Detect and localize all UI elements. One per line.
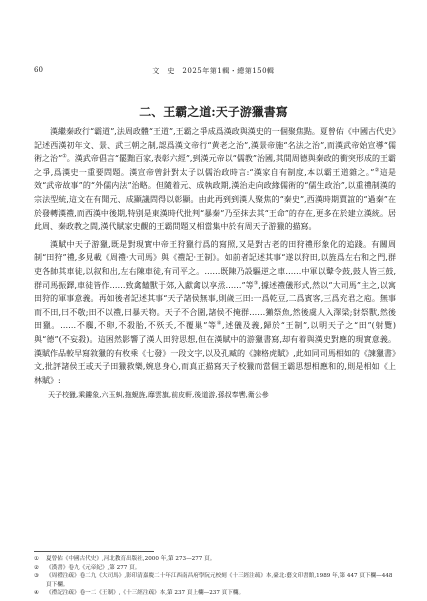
block-quote: 天子校獵,乘鏤象,六玉虯,拖蜺旌,靡雲旗,前皮軒,後道游,孫叔奉轡,衛公參: [48, 391, 269, 400]
footnote: [34, 564, 396, 573]
footnote-marker[interactable]: ④: [216, 320, 222, 327]
running-header: [34, 66, 393, 76]
footnote: [34, 555, 396, 564]
footnote-number: ④: [34, 590, 40, 597]
footnote-text: 夏曾佑《中國古代史》,河北教育出版社,2000 年,第 273—277 頁。: [46, 556, 216, 562]
footnote-text: 《周禮注疏》卷二九《大司馬》,影印清嘉慶二十年江西南昌府學阮元校刻《十三經注疏》本,臺北:藝文印書館,1989 年,第 447 頁下欄—448 頁下欄。: [46, 573, 393, 588]
footnotes: [34, 555, 396, 598]
footnote-number: ③: [34, 573, 40, 580]
journal-title: 文 史 2025年第1輯・總第150輯: [152, 67, 275, 75]
footnote-text: 《禮記注疏》卷一二《王制》,《十三經注疏》本,第 237 頁上欄—237 頁下欄。: [46, 590, 245, 597]
footnote-marker[interactable]: ①: [62, 153, 67, 160]
footnote-text: 《漢書》卷九《元帝紀》,第 277 頁。: [46, 564, 141, 571]
footnote: [34, 572, 396, 589]
footnote-marker[interactable]: ③: [253, 279, 259, 286]
footnote-number: ①: [34, 556, 40, 562]
page-number: 60: [34, 66, 43, 74]
footnote: [34, 589, 396, 598]
footnote-number: ②: [34, 564, 40, 571]
section-title: 二、王霸之道:天子游獵書寫: [139, 105, 288, 119]
footnote-divider: [34, 551, 154, 552]
footnote-marker[interactable]: ②: [374, 167, 380, 174]
body-text: [34, 125, 396, 401]
paragraph: 漢繼秦政行“霸道”,法周政體“王道”,王霸之爭成爲漢政與漢史的一個聚焦點。夏曾佑《中國古代史》記述西漢初年文、景、武三朝之制,認爲漢文帝行“黄老之治”,漢景帝施“名法之治”,而漢武帝始宣導“儒術之治”①。漢武帝倡言“罷黜百家,表彰六經”,到漢元帝以“儒教”治國,其間周德與秦政的衝突形成的王霸之爭,爲漢史一重要問題。漢宣帝曾針對太子以儒治政時言:“漢家自有制度,本以霸王道雜之。”②這是效“武帝故事”的“外儒内法”治略。但隨着元、成執政期,漢治走向政緣儒術的“儒生政治”,以重禮制漢的宗法型統,這文在有聞元、成顯議問得以彰顯。由此再到到漢人聚焦的“秦史”,西漢時期賈誼的“過秦”在於發轉漢禮,而西漢中後期,特别是東漢時代批判“暴秦”乃至抹去其“王命”的存在,更多在於建立漢統。居此周、秦政教之間,漢代賦家史觀的王霸問題又相當集中於有周天子游獵的描寫。: [34, 127, 397, 232]
paragraph: 漢賦中天子游獵,既是對現實中帝王狩獵行爲的寫照,又是對古老的田狩禮形象化的追踐。有關周制“田狩”禮,多見載《周禮·大司馬》與《禮記·王制》。如前者記述其事“遂以狩田,以旌爲左右和之門,群吏各帥其車徒,以叙和出,左右陳車徒,有司平之。……既陳乃設驅逆之車……中軍以鼙令鼓,鼓人皆三鼓,群司馬振鐸,車徒皆作……致禽饁獸于郊,入獻禽以享烝……”等③,據述禮儀形式,然以“大司馬”主之,以寓田狩的軍事意義。再如後者記述其事“天子諸侯無事,則歲三田:一爲乾豆,二爲賓客,三爲充君之庖。無事而不田,曰不敬;田不以禮,曰暴天物。天子不合圍,諸侯不掩群……獺祭魚,然後虞人入澤梁;豺祭獸,然後田獵。……不麛,不卵,不殺胎,不殀夭,不覆巢”等④,述儀及義,歸於“王制”,以明天子之“田”(射覽)與“德”(不妄殺)。這困然影響了漢人田狩思想,但在漢賦中的游獵書寫,却有着與漢史對應的現實意義。漢賦作品較早寫敘獵的有枚乘《七發》一段文字,以及孔臧的《諫格虎賦》,此如同司馬相如的《諫獵書》文,批評諸侯王或天子田獵救樂,婉息身心,而真正描寫天子校獵而當個王霸思想相應和的,則是相如《上林賦》:: [34, 239, 397, 385]
paragraphs: [34, 125, 396, 387]
